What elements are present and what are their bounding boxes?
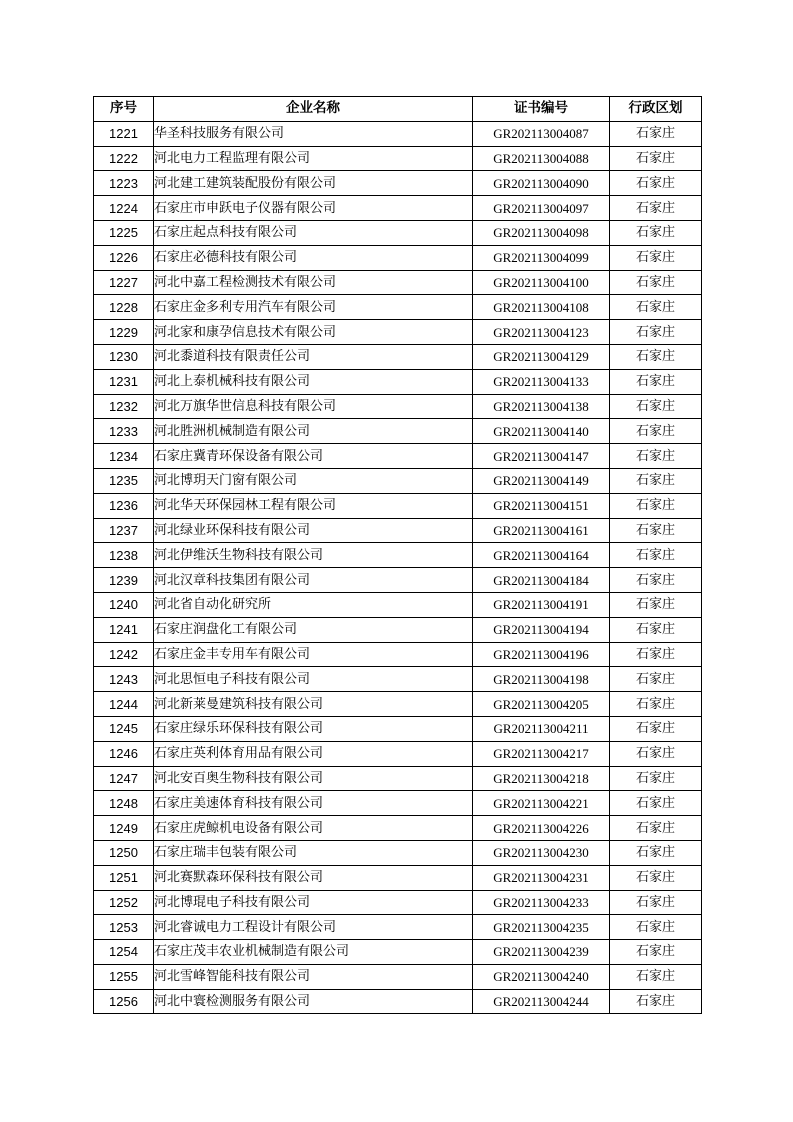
row-certificate-number: GR202113004133: [473, 369, 610, 394]
row-region: 石家庄: [610, 791, 702, 816]
row-company-name: 石家庄绿乐环保科技有限公司: [154, 716, 473, 741]
table-row: [94, 518, 702, 543]
table-row: [94, 369, 702, 394]
table-row: [94, 344, 702, 369]
row-certificate-number: GR202113004194: [473, 617, 610, 642]
row-region: 石家庄: [610, 468, 702, 493]
row-certificate-number: GR202113004221: [473, 791, 610, 816]
table-row: [94, 667, 702, 692]
table-row: [94, 320, 702, 345]
table-row: [94, 716, 702, 741]
row-company-name: 河北胜洲机械制造有限公司: [154, 419, 473, 444]
table-row: [94, 940, 702, 965]
table-row: [94, 543, 702, 568]
row-seq: 1250: [94, 840, 154, 865]
row-certificate-number: GR202113004230: [473, 840, 610, 865]
row-certificate-number: GR202113004226: [473, 816, 610, 841]
row-company-name: 华圣科技服务有限公司: [154, 121, 473, 146]
row-company-name: 河北中寰检测服务有限公司: [154, 989, 473, 1014]
row-company-name: 河北家和康孕信息技术有限公司: [154, 320, 473, 345]
row-company-name: 河北万旗华世信息科技有限公司: [154, 394, 473, 419]
table-row: [94, 989, 702, 1014]
table-row: [94, 270, 702, 295]
table-row: [94, 220, 702, 245]
row-region: 石家庄: [610, 220, 702, 245]
table-body: [94, 121, 702, 1014]
row-seq: 1236: [94, 493, 154, 518]
table-row: [94, 295, 702, 320]
row-company-name: 河北雪峰智能科技有限公司: [154, 964, 473, 989]
row-seq: 1231: [94, 369, 154, 394]
header-region: 行政区划: [610, 97, 702, 122]
row-company-name: 石家庄起点科技有限公司: [154, 220, 473, 245]
row-company-name: 河北上泰机械科技有限公司: [154, 369, 473, 394]
row-certificate-number: GR202113004205: [473, 692, 610, 717]
row-company-name: 石家庄必德科技有限公司: [154, 245, 473, 270]
row-region: 石家庄: [610, 394, 702, 419]
row-region: 石家庄: [610, 741, 702, 766]
table-row: [94, 766, 702, 791]
row-certificate-number: GR202113004100: [473, 270, 610, 295]
row-seq: 1254: [94, 940, 154, 965]
row-region: 石家庄: [610, 816, 702, 841]
row-region: 石家庄: [610, 964, 702, 989]
row-region: 石家庄: [610, 667, 702, 692]
row-region: 石家庄: [610, 840, 702, 865]
row-certificate-number: GR202113004198: [473, 667, 610, 692]
row-company-name: 河北赛默森环保科技有限公司: [154, 865, 473, 890]
row-seq: 1227: [94, 270, 154, 295]
row-certificate-number: GR202113004217: [473, 741, 610, 766]
row-seq: 1221: [94, 121, 154, 146]
table-row: [94, 171, 702, 196]
table-row: [94, 245, 702, 270]
row-certificate-number: GR202113004149: [473, 468, 610, 493]
row-seq: 1238: [94, 543, 154, 568]
row-region: 石家庄: [610, 146, 702, 171]
row-certificate-number: GR202113004147: [473, 444, 610, 469]
row-seq: 1247: [94, 766, 154, 791]
row-seq: 1251: [94, 865, 154, 890]
row-seq: 1235: [94, 468, 154, 493]
row-seq: 1234: [94, 444, 154, 469]
row-region: 石家庄: [610, 865, 702, 890]
row-certificate-number: GR202113004087: [473, 121, 610, 146]
enterprise-table: [93, 96, 702, 1014]
row-company-name: 石家庄润盘化工有限公司: [154, 617, 473, 642]
row-seq: 1237: [94, 518, 154, 543]
row-certificate-number: GR202113004239: [473, 940, 610, 965]
row-seq: 1233: [94, 419, 154, 444]
row-region: 石家庄: [610, 444, 702, 469]
row-company-name: 河北省自动化研究所: [154, 592, 473, 617]
row-seq: 1225: [94, 220, 154, 245]
table-row: [94, 890, 702, 915]
row-seq: 1226: [94, 245, 154, 270]
row-seq: 1241: [94, 617, 154, 642]
row-company-name: 河北思恒电子科技有限公司: [154, 667, 473, 692]
row-seq: 1232: [94, 394, 154, 419]
table-row: [94, 692, 702, 717]
table-row: [94, 840, 702, 865]
row-certificate-number: GR202113004098: [473, 220, 610, 245]
row-region: 石家庄: [610, 940, 702, 965]
row-certificate-number: GR202113004211: [473, 716, 610, 741]
row-certificate-number: GR202113004161: [473, 518, 610, 543]
row-seq: 1240: [94, 592, 154, 617]
row-certificate-number: GR202113004235: [473, 915, 610, 940]
row-region: 石家庄: [610, 295, 702, 320]
row-certificate-number: GR202113004099: [473, 245, 610, 270]
header-certificate-number: 证书编号: [473, 97, 610, 122]
row-region: 石家庄: [610, 121, 702, 146]
table-row: [94, 146, 702, 171]
row-company-name: 河北建工建筑装配股份有限公司: [154, 171, 473, 196]
table-row: [94, 915, 702, 940]
row-company-name: 石家庄金多利专用汽车有限公司: [154, 295, 473, 320]
row-region: 石家庄: [610, 369, 702, 394]
row-certificate-number: GR202113004218: [473, 766, 610, 791]
row-company-name: 石家庄虎鲸机电设备有限公司: [154, 816, 473, 841]
row-seq: 1256: [94, 989, 154, 1014]
row-company-name: 河北电力工程监理有限公司: [154, 146, 473, 171]
row-region: 石家庄: [610, 692, 702, 717]
table-row: [94, 444, 702, 469]
row-certificate-number: GR202113004129: [473, 344, 610, 369]
row-region: 石家庄: [610, 592, 702, 617]
table-row: [94, 121, 702, 146]
row-region: 石家庄: [610, 320, 702, 345]
row-certificate-number: GR202113004240: [473, 964, 610, 989]
row-seq: 1228: [94, 295, 154, 320]
row-company-name: 河北安百奥生物科技有限公司: [154, 766, 473, 791]
row-region: 石家庄: [610, 518, 702, 543]
row-seq: 1230: [94, 344, 154, 369]
table-row: [94, 791, 702, 816]
row-region: 石家庄: [610, 344, 702, 369]
row-seq: 1246: [94, 741, 154, 766]
row-certificate-number: GR202113004097: [473, 196, 610, 221]
row-seq: 1252: [94, 890, 154, 915]
row-certificate-number: GR202113004090: [473, 171, 610, 196]
row-region: 石家庄: [610, 890, 702, 915]
row-seq: 1229: [94, 320, 154, 345]
row-company-name: 河北睿诚电力工程设计有限公司: [154, 915, 473, 940]
row-region: 石家庄: [610, 568, 702, 593]
table-row: [94, 394, 702, 419]
row-certificate-number: GR202113004151: [473, 493, 610, 518]
row-region: 石家庄: [610, 617, 702, 642]
row-seq: 1255: [94, 964, 154, 989]
row-company-name: 石家庄茂丰农业机械制造有限公司: [154, 940, 473, 965]
row-region: 石家庄: [610, 989, 702, 1014]
row-company-name: 河北汉章科技集团有限公司: [154, 568, 473, 593]
row-region: 石家庄: [610, 642, 702, 667]
row-certificate-number: GR202113004191: [473, 592, 610, 617]
row-company-name: 石家庄英利体育用品有限公司: [154, 741, 473, 766]
header-seq: 序号: [94, 97, 154, 122]
row-seq: 1253: [94, 915, 154, 940]
row-seq: 1223: [94, 171, 154, 196]
table-row: [94, 196, 702, 221]
row-seq: 1244: [94, 692, 154, 717]
table-row: [94, 642, 702, 667]
table-row: [94, 964, 702, 989]
row-region: 石家庄: [610, 543, 702, 568]
row-certificate-number: GR202113004196: [473, 642, 610, 667]
table-row: [94, 741, 702, 766]
row-company-name: 石家庄市申跃电子仪器有限公司: [154, 196, 473, 221]
row-company-name: 河北博玥天门窗有限公司: [154, 468, 473, 493]
row-seq: 1224: [94, 196, 154, 221]
row-region: 石家庄: [610, 915, 702, 940]
row-certificate-number: GR202113004244: [473, 989, 610, 1014]
row-region: 石家庄: [610, 716, 702, 741]
row-region: 石家庄: [610, 270, 702, 295]
row-certificate-number: GR202113004231: [473, 865, 610, 890]
row-region: 石家庄: [610, 419, 702, 444]
row-seq: 1243: [94, 667, 154, 692]
table-row: [94, 468, 702, 493]
row-company-name: 河北华天环保园林工程有限公司: [154, 493, 473, 518]
row-seq: 1222: [94, 146, 154, 171]
row-company-name: 石家庄瑞丰包装有限公司: [154, 840, 473, 865]
table-row: [94, 419, 702, 444]
row-seq: 1242: [94, 642, 154, 667]
row-certificate-number: GR202113004123: [473, 320, 610, 345]
table-header-row: [94, 97, 702, 122]
row-certificate-number: GR202113004108: [473, 295, 610, 320]
row-certificate-number: GR202113004164: [473, 543, 610, 568]
row-company-name: 河北伊维沃生物科技有限公司: [154, 543, 473, 568]
row-company-name: 石家庄美速体育科技有限公司: [154, 791, 473, 816]
row-certificate-number: GR202113004184: [473, 568, 610, 593]
table-row: [94, 592, 702, 617]
row-company-name: 石家庄冀青环保设备有限公司: [154, 444, 473, 469]
row-certificate-number: GR202113004138: [473, 394, 610, 419]
row-region: 石家庄: [610, 493, 702, 518]
row-company-name: 河北黍道科技有限责任公司: [154, 344, 473, 369]
row-certificate-number: GR202113004140: [473, 419, 610, 444]
header-company-name: 企业名称: [154, 97, 473, 122]
row-company-name: 河北博琨电子科技有限公司: [154, 890, 473, 915]
row-certificate-number: GR202113004088: [473, 146, 610, 171]
row-region: 石家庄: [610, 196, 702, 221]
row-company-name: 石家庄金丰专用车有限公司: [154, 642, 473, 667]
row-seq: 1239: [94, 568, 154, 593]
row-region: 石家庄: [610, 245, 702, 270]
table-row: [94, 568, 702, 593]
row-company-name: 河北中嘉工程检测技术有限公司: [154, 270, 473, 295]
table-row: [94, 865, 702, 890]
row-seq: 1245: [94, 716, 154, 741]
row-company-name: 河北绿业环保科技有限公司: [154, 518, 473, 543]
row-company-name: 河北新莱曼建筑科技有限公司: [154, 692, 473, 717]
row-seq: 1248: [94, 791, 154, 816]
table-row: [94, 617, 702, 642]
row-region: 石家庄: [610, 766, 702, 791]
row-seq: 1249: [94, 816, 154, 841]
table-row: [94, 816, 702, 841]
row-region: 石家庄: [610, 171, 702, 196]
row-certificate-number: GR202113004233: [473, 890, 610, 915]
table-row: [94, 493, 702, 518]
